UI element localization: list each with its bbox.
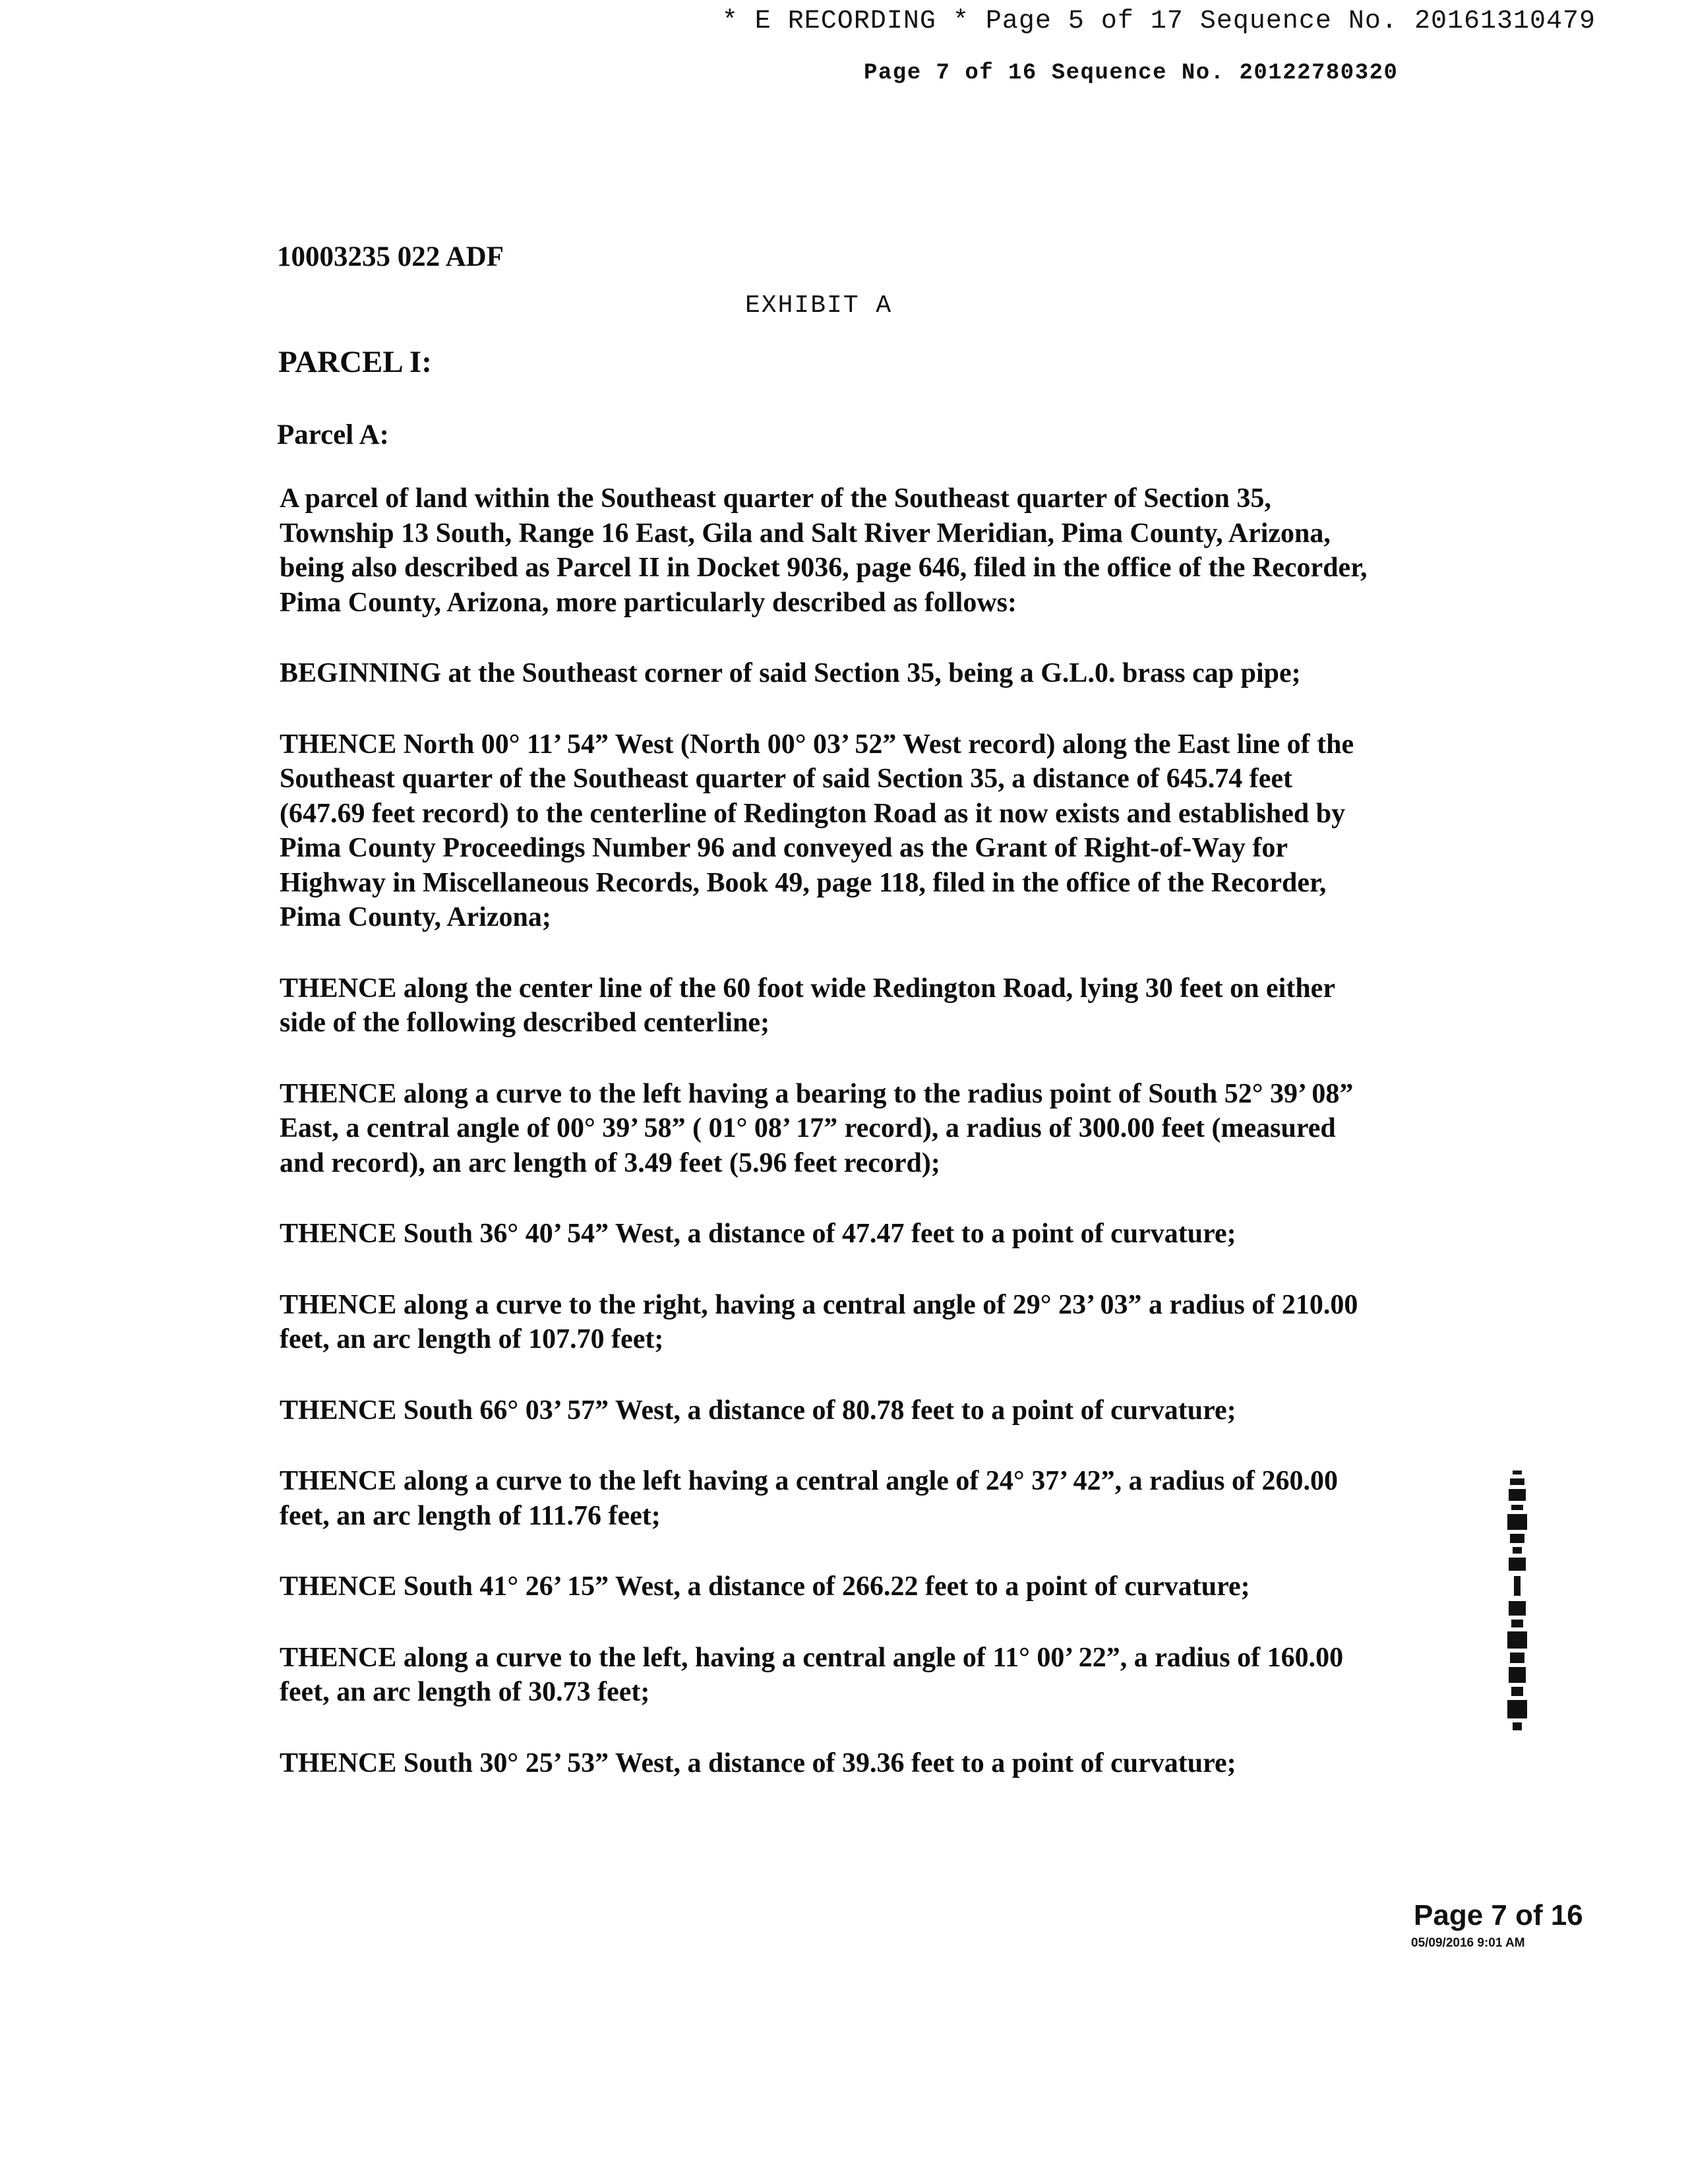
recording-header: * E RECORDING * Page 5 of 17 Sequence No. 20161310479	[721, 7, 1596, 36]
subparcel-heading: Parcel A:	[277, 419, 389, 450]
exhibit-title: EXHIBIT A	[745, 291, 893, 320]
paragraph-parcel-description: A parcel of land within the Southeast quarter of the Southeast quarter of Section 35, Township 13 South, Range 16 East, Gila and Salt River Meridian, Pima County, Arizona, being also described as Parcel II in Docket 9036, page 646, filed in the office of the Recorder, Pima County, Arizona, more particularly described as follows:	[280, 483, 1368, 618]
page-number: Page 7 of 16	[1414, 1899, 1583, 1931]
parcel-heading: PARCEL I:	[278, 345, 432, 379]
paragraph-course-1: THENCE North 00° 11’ 54” West (North 00° 03’ 52” West record) along the East line of the Southeast quarter of the Southeast quarter of said Section 35, a distance of 645.74 feet (647.69 feet record) to the centerline of Redington Road as it now exists and established by Pima County Proceedings Number 96 and conveyed as the Grant of Right-of-Way for Highway in Miscellaneous Records, Book 49, page 118, filed in the office of the Recorder, Pima County, Arizona;	[280, 729, 1354, 932]
paragraph-course-5: THENCE along a curve to the right, having a central angle of 29° 23’ 03” a radius of 210.00 feet, an arc length of 107.70 feet;	[280, 1289, 1358, 1354]
legal-description	[280, 481, 1374, 1817]
paragraph-course-10: THENCE South 30° 25’ 53” West, a distance of 39.36 feet to a point of curvature;	[280, 1747, 1236, 1778]
paragraph-course-8: THENCE South 41° 26’ 15” West, a distance of 266.22 feet to a point of curvature;	[280, 1571, 1250, 1602]
barcode-icon	[1498, 1471, 1538, 1734]
paragraph-course-2: THENCE along the center line of the 60 foot wide Redington Road, lying 30 feet on either side of the following described centerline;	[280, 973, 1335, 1038]
document-id: 10003235 022 ADF	[277, 241, 504, 272]
paragraph-course-6: THENCE South 66° 03’ 57” West, a distance of 80.78 feet to a point of curvature;	[280, 1395, 1236, 1426]
paragraph-course-7: THENCE along a curve to the left having a central angle of 24° 37’ 42”, a radius of 260.00 feet, an arc length of 111.76 feet;	[280, 1466, 1338, 1531]
sequence-header: Page 7 of 16 Sequence No. 20122780320	[864, 61, 1399, 86]
paragraph-course-3: THENCE along a curve to the left having a bearing to the radius point of South 52° 39’ 08” East, a central angle of 00° 39’ 58” ( 01° 08’ 17” record), a radius of 300.00 feet (measured and record), an arc length of 3.49 feet (5.96 feet record);	[280, 1078, 1354, 1178]
paragraph-course-9: THENCE along a curve to the left, having a central angle of 11° 00’ 22”, a radius of 160.00 feet, an arc length of 30.73 feet;	[280, 1642, 1344, 1707]
paragraph-course-4: THENCE South 36° 40’ 54” West, a distance of 47.47 feet to a point of curvature;	[280, 1219, 1236, 1249]
paragraph-beginning: BEGINNING at the Southeast corner of said Section 35, being a G.L.0. brass cap pipe;	[280, 658, 1301, 688]
recording-timestamp: 05/09/2016 9:01 AM	[1411, 1936, 1525, 1950]
